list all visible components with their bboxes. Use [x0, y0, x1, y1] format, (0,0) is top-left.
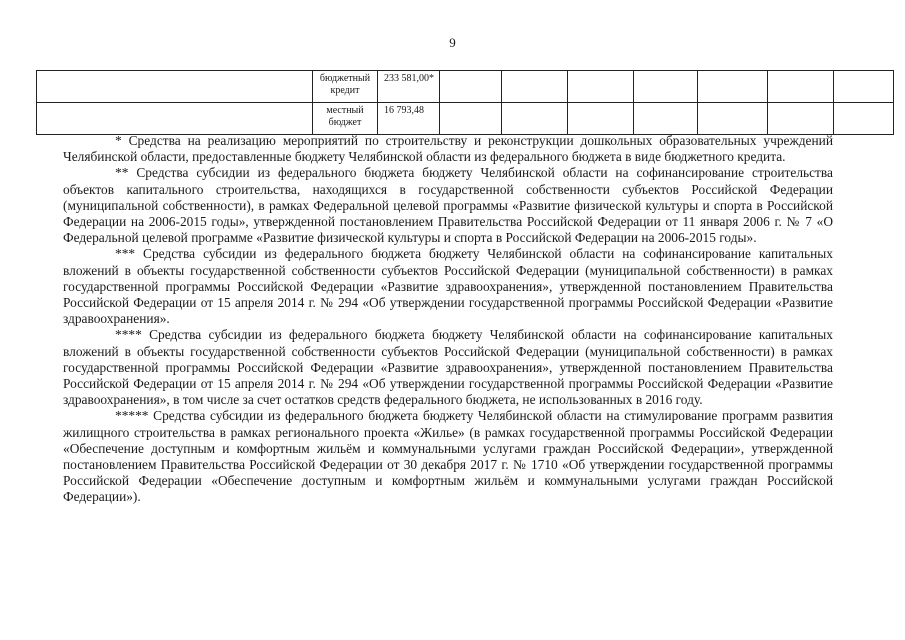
- table-cell: [768, 71, 834, 103]
- table-cell: [440, 103, 502, 135]
- table-cell: [568, 71, 634, 103]
- table-cell: [37, 103, 313, 135]
- table-row: [37, 71, 894, 103]
- funding-source-cell: местный бюджет: [313, 103, 378, 135]
- table-cell: [698, 103, 768, 135]
- budget-table: [36, 70, 894, 135]
- table-cell: [37, 71, 313, 103]
- table-cell: [768, 103, 834, 135]
- table-cell: [502, 103, 568, 135]
- footnote-1: * Средства на реализацию мероприятий по строительству и реконструкции дошкольных образовательных учреждений Челябинской области, предоставленные бюджету Челябинской области из федерального бюджета в виде бюджетного кредита.: [63, 133, 833, 165]
- table-cell: [634, 71, 698, 103]
- footnotes: [63, 133, 833, 506]
- table-cell: [698, 71, 768, 103]
- table-row: [37, 103, 894, 135]
- amount-cell: 16 793,48: [378, 103, 440, 135]
- table-cell: [568, 103, 634, 135]
- table-cell: [440, 71, 502, 103]
- footnote-2: ** Средства субсидии из федерального бюджета бюджету Челябинской области на софинансирование строительства объектов капитального строительства, находящихся в государственной собственности субъектов Российской Федерации (муниципальной собственности), в рамках Федеральной целевой программы «Развитие физической культуры и спорта в Российской Федерации на 2006-2015 годы», утвержденной постановлением Правительства Российской Федерации от 11 января 2006 г. № 7 «О Федеральной целевой программе «Развитие физической культуры и спорта в Российской Федерации на 2006-2015 годы».: [63, 165, 833, 246]
- footnote-3: *** Средства субсидии из федерального бюджета бюджету Челябинской области на софинансирование капитальных вложений в объекты государственной собственности субъектов Российской Федерации (муниципальной собственности) в рамках государственной программы Российской Федерации «Развитие здравоохранения», утвержденной постановлением Правительства Российской Федерации от 15 апреля 2014 г. № 294 «Об утверждении государственной программы Российской Федерации «Развитие здравоохранения».: [63, 246, 833, 327]
- footnote-4: **** Средства субсидии из федерального бюджета бюджету Челябинской области на софинансирование капитальных вложений в объекты государственной собственности субъектов Российской Федерации (муниципальной собственности) в рамках государственной программы Российской Федерации «Развитие здравоохранения», утвержденной постановлением Правительства Российской Федерации от 15 апреля 2014 г. № 294 «Об утверждении государственной программы Российской Федерации «Развитие здравоохранения», в том числе за счет остатков средств федерального бюджета, не использованных в 2016 году.: [63, 327, 833, 408]
- amount-cell: 233 581,00*: [378, 71, 440, 103]
- table-cell: [634, 103, 698, 135]
- funding-source-cell: бюджетный кредит: [313, 71, 378, 103]
- footnote-5: ***** Средства субсидии из федерального бюджета бюджету Челябинской области на стимулирование программ развития жилищного строительства в рамках регионального проекта «Жилье» (в рамках государственной программы Российской Федерации «Обеспечение доступным и комфортным жильём и коммунальными услугами граждан Российской Федерации», утвержденной постановлением Правительства Российской Федерации от 30 декабря 2017 г. № 1710 «Об утверждении государственной программы Российской Федерации «Обеспечение доступным и комфортным жильём и коммунальными услугами граждан Российской Федерации»).: [63, 408, 833, 505]
- table-cell: [502, 71, 568, 103]
- table-cell: [834, 71, 894, 103]
- page-number: 9: [449, 35, 456, 50]
- table-cell: [834, 103, 894, 135]
